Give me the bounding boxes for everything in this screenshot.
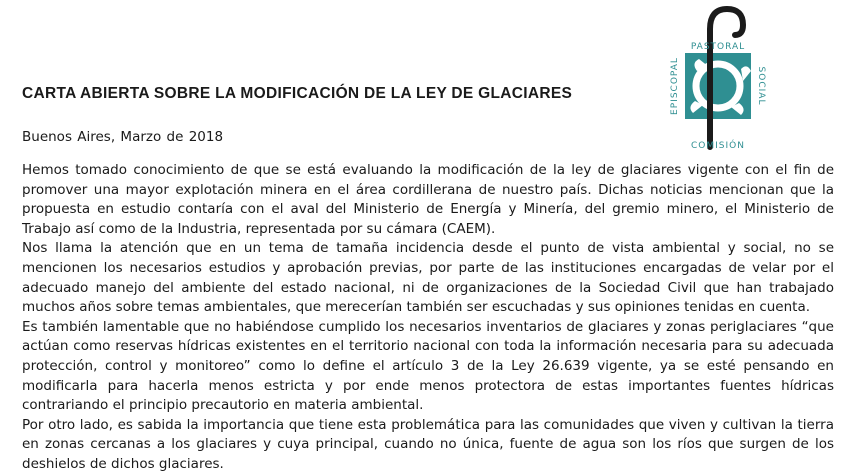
paragraph-4: Por otro lado, es sabida la importancia que tiene esta problemática para las comunidades que viven y cultivan la tierra en zonas cercanas a los glaciares y cuya principal, cuando no única, fuente de agua son los ríos que surgen de los deshielos de dichos glaciares. — [22, 416, 834, 472]
letter-body — [22, 161, 834, 472]
pastoral-social-logo — [653, 5, 783, 157]
place-date: Buenos Aires, Marzo de 2018 — [22, 129, 224, 145]
logo-text-top: PASTORAL — [690, 42, 746, 52]
paragraph-1: Hemos tomado conocimiento de que se está evaluando la modificación de la ley de glaciares vigente con el fin de promover una mayor explotación minera en el área cordillerana de nuestro país. Dichas noticias mencionan que la propuesta en estudio contaría con el aval del Ministerio de Energía y Minería, del gremio minero, el Ministerio de Trabajo así como de la Industria, representada por su cámara (CAEM). — [22, 162, 834, 237]
logo-text-right: SOCIAL — [756, 66, 766, 106]
paragraph-2: Nos llama la atención que en un tema de tamaña incidencia desde el punto de vista ambiental y social, no se mencionen los necesarios estudios y aprobación previas, por parte de las instituciones encargadas de velar por el adecuado manejo del ambiente del estado nacional, ni de organizaciones de la Sociedad Civil que han trabajado muchos años sobre temas ambientales, que merecerían también ser escuchadas y sus opiniones tenidas en cuenta. — [22, 240, 834, 316]
pastoral-staff-hands-icon — [653, 5, 783, 157]
logo-text-left: EPISCOPAL — [670, 57, 680, 115]
letter-title: CARTA ABIERTA SOBRE LA MODIFICACIÓN DE LA LEY DE GLACIARES — [22, 85, 573, 102]
paragraph-3: Es también lamentable que no habiéndose cumplido los necesarios inventarios de glaciares y zonas periglaciares “que actúan como reservas hídricas existentes en el territorio nacional con toda la información necesaria para su adecuada protección, control y monitoreo” como lo define el artículo 3 de la Ley 26.639 vigente, ya se esté pensando en modificarla para hacerla menos estricta y por ende menos protectora de estas importantes fuentes hídricas contrariando el principio precautorio en materia ambiental. — [22, 318, 834, 414]
logo-text-bottom: COMISIÓN — [691, 141, 745, 151]
